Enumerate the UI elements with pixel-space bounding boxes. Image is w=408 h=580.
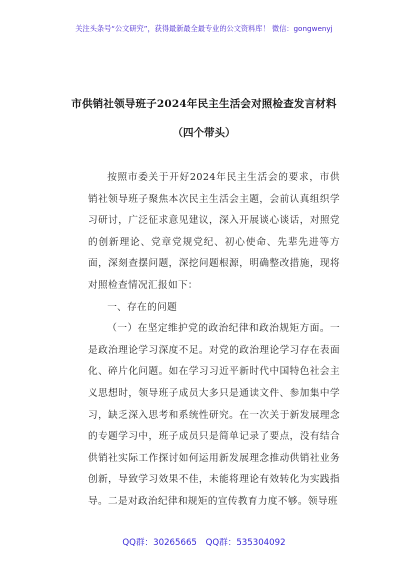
intro-paragraph: 按照市委关于开好2024年民主生活会的要求，市供销社领导班子聚焦本次民主生活会主题，会前认真组织学习研讨，广泛征求意见建议，深入开展谈心谈话，对照党的创新理论、党章党规党纪、初心使命、先辈先进等方面，深刻查摆问题，深挖问题根源，明确整改措施，现将对照检查情况汇报如下： <box>88 172 340 291</box>
document-subtitle: （四个带头） <box>172 127 236 139</box>
body-paragraph: （一）在坚定维护党的政治纪律和政治规矩方面。一是政治理论学习深度不足。对党的政治理论学习存在表面化、碎片化问题。如在学习习近平新时代中国特色社会主义思想时，领导班子成员大多只是通读文件、参加集中学习，缺乏深入思考和系统性研究。在一次关于新发展理念的专题学习中，班子成员只是简单记录了要点，没有结合供销社实际工作探讨如何运用新发展理念推动供销社业务创新，导致学习效果不佳，未能将理论有效转化为实践指导。二是对政治纪律和规矩的宣传教育力度不够。领导班 <box>88 323 340 507</box>
qq-group-2: QQ群：535304092 <box>205 538 286 548</box>
qq-group-1: QQ群：30265665 <box>122 538 197 548</box>
footer-qq-groups <box>0 536 408 548</box>
document-body <box>88 167 340 513</box>
document-title: 市供销社领导班子2024年民主生活会对照检查发言材料 <box>71 98 337 110</box>
section-heading: 一、存在的问题 <box>107 301 178 313</box>
header-banner: 关注头条号“公文研究”，获得最新最全最专业的公文资料库！ 微信：gongwenyj <box>75 24 333 33</box>
